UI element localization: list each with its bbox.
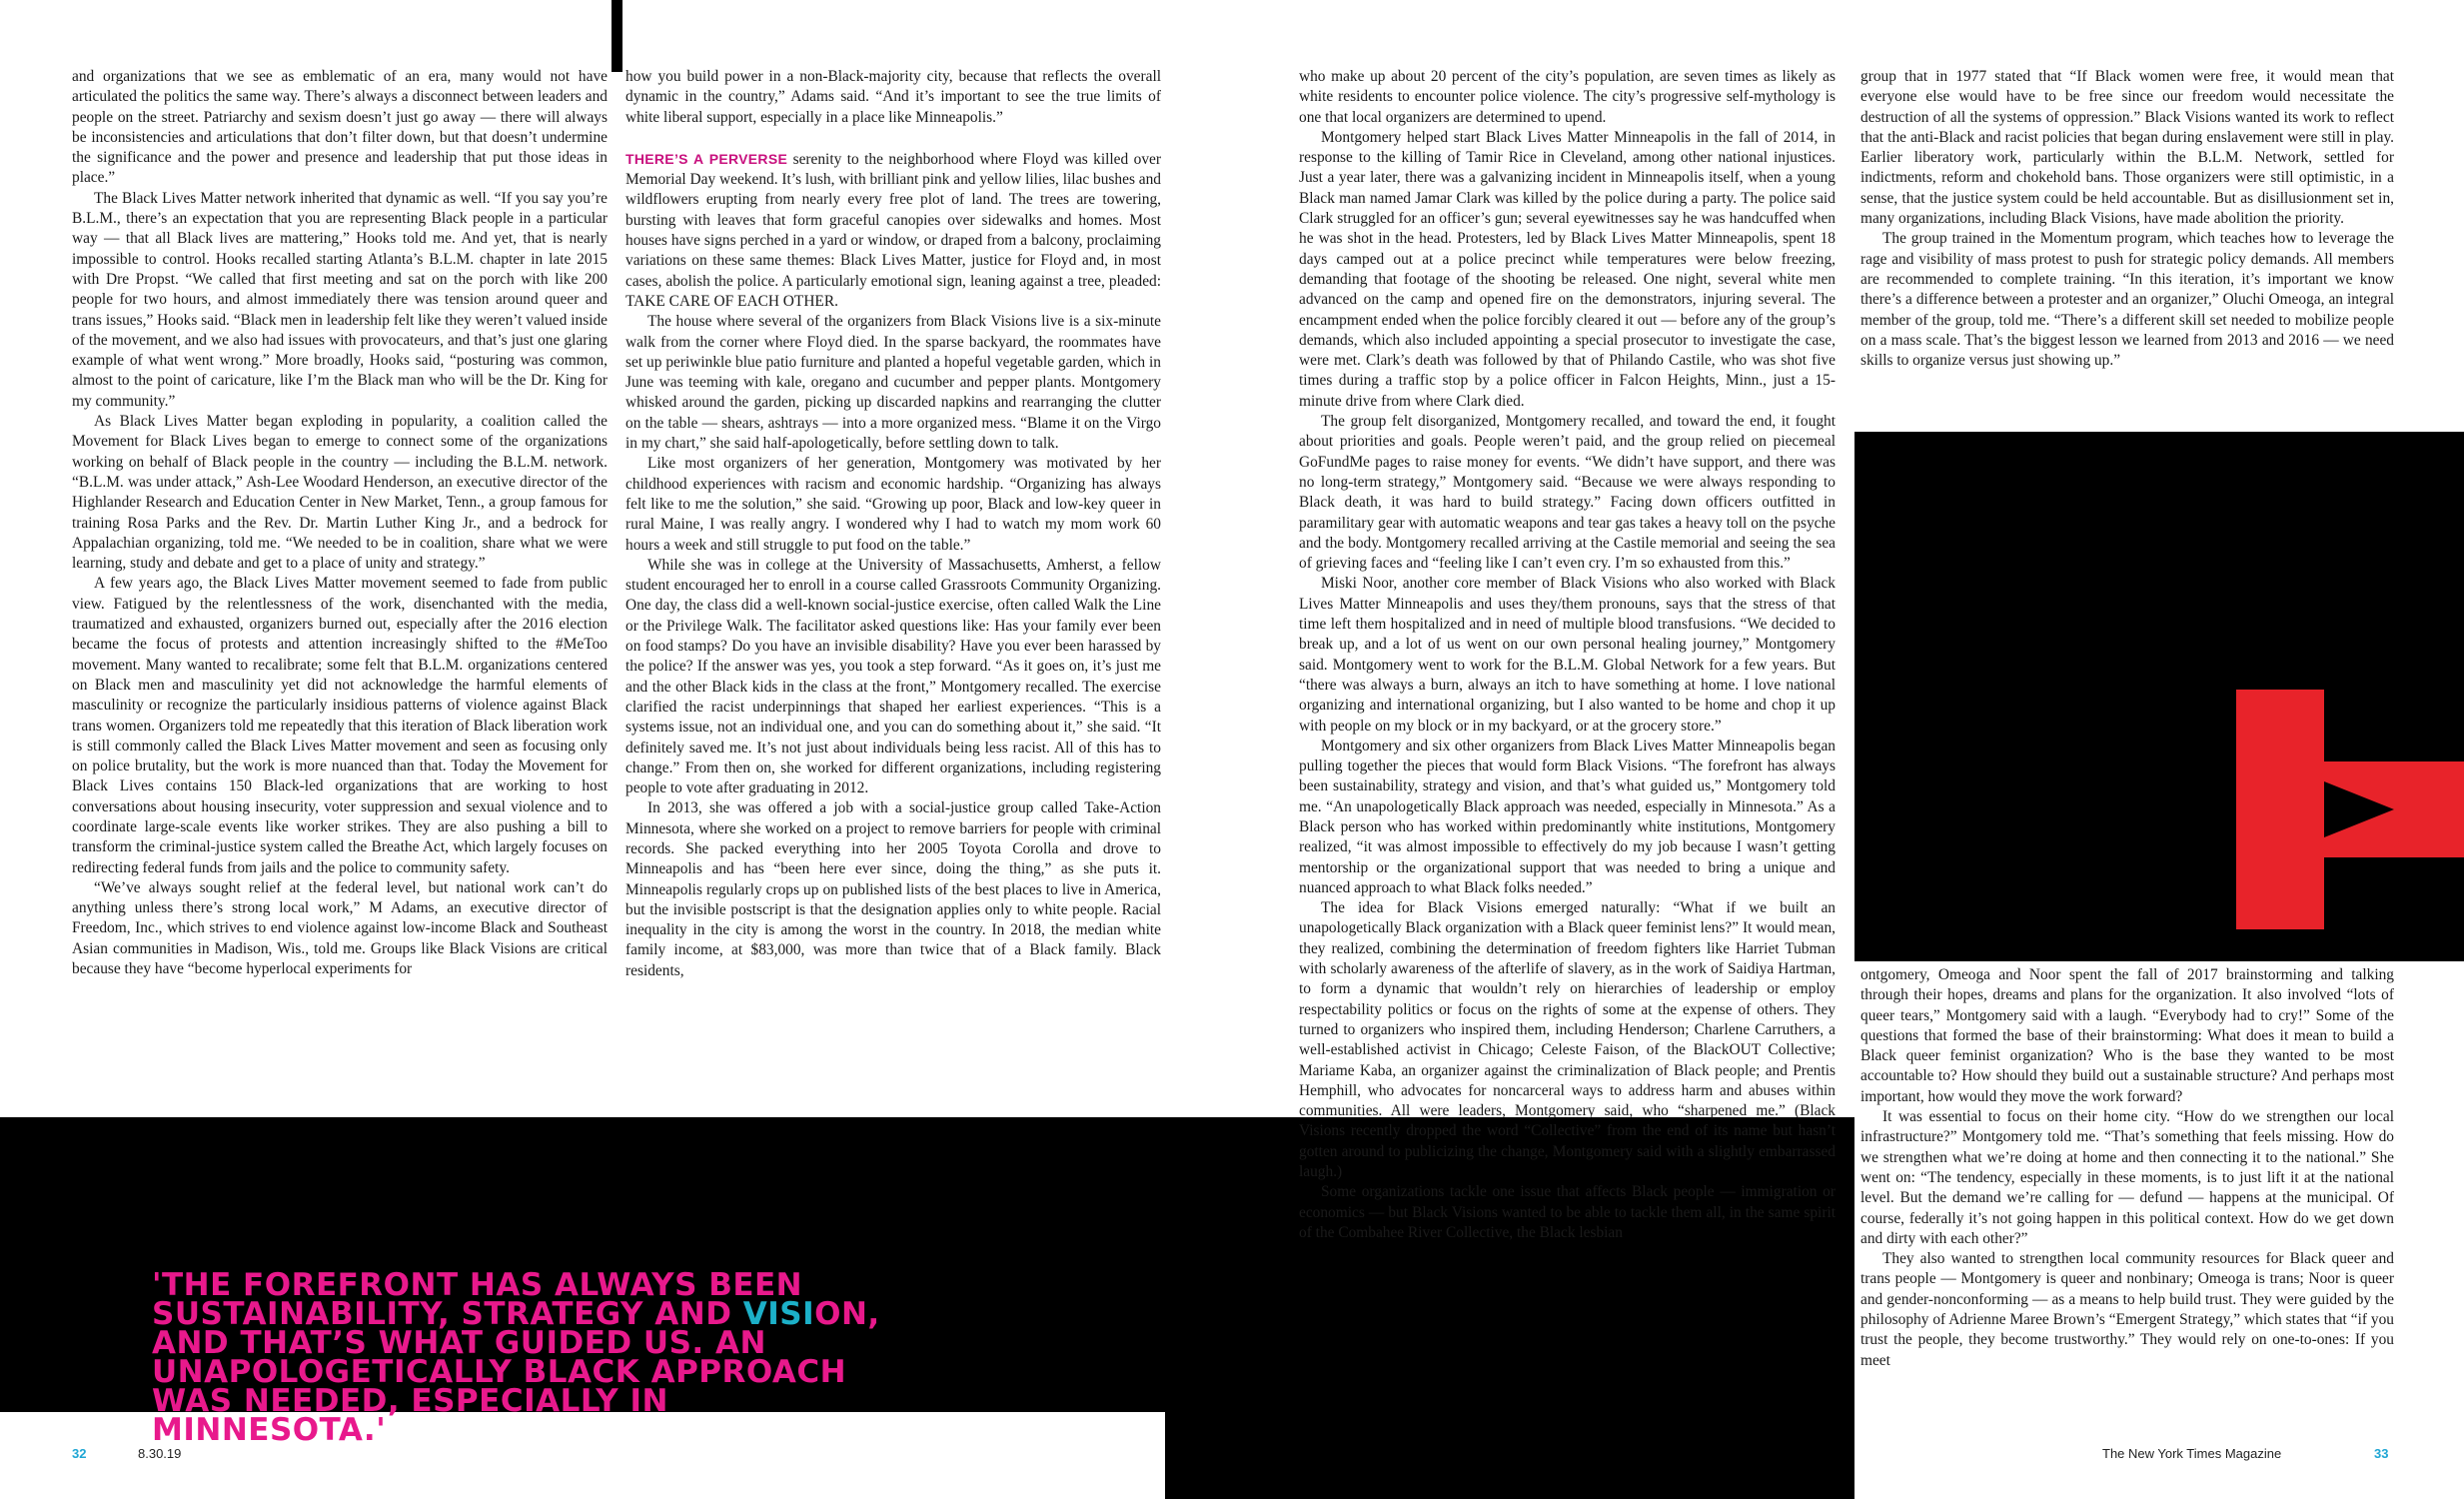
text-column-2 <box>625 67 1161 1116</box>
paragraph: The Black Lives Matter network inherited that dynamic as well. “If you say you’re B.L.M., there’s an expectation that you are representing Black people in a particular way — that all Black lives are mattering,” Hooks told me. And yet, that is nearly impossible to control. Hooks recalled starting Atlanta’s B.L.M. chapter in late 2015 with Dre Propst. “We called that first meeting and sat on the porch with like 200 people for two hours, and almost immediately there was tension around queer and trans issues,” Hooks said. “Black men in leadership felt like they weren’t valued inside of the movement, and we also had issues with provocateurs, and that’s just one glaring example of what went wrong.” More broadly, Hooks said, “posturing was common, almost to the point of caricature, like I’m the Black man who will be the Dr. King for my community.” <box>72 189 608 410</box>
paragraph: The house where several of the organizers from Black Visions live is a six-minute walk from the corner where Floyd died. In the sparse backyard, the roommates have set up periwinkle blue patio furniture and planted a hopeful vegetable garden, which in June was teeming with kale, oregano and cucumber and pepper plants. Montgomery whisked around the garden, picking up discarded napkins and rearranging the clutter on the table — shears, ashtrays — into a more organized mess. “Blame it on the Virgo in my chart,” she said half-apologetically, before settling down to talk. <box>625 313 1161 453</box>
paragraph: The group trained in the Momentum program, which teaches how to leverage the rage and visibility of mass protest to push for strategic policy demands. All members are recommended to complete training. “In this iteration, it’s important we know there’s a difference between a protester and an organizer,” Oluchi Omeoga, an integral member of the group, told me. “There’s a different skill set needed to mobilize people on a mass scale. That’s the biggest lesson we learned from 2013 and 2016 — we need skills to organize versus just showing up.” <box>1860 230 2394 370</box>
pull-quote-text: 'THE FOREFRONT HAS ALWAYS BEEN SUSTAINABILITY, STRATEGY AND <box>152 1267 803 1332</box>
page-number-right: 33 <box>2374 1446 2389 1461</box>
page-number-left: 32 <box>72 1446 87 1461</box>
text-column-3 <box>1299 67 1836 1416</box>
paragraph: Some organizations tackle one issue that affects Black people — immigration or economics — but Black Visions wanted to be able to tackle them all, in the same spirit of the Combahee River Collective, the Black lesbian <box>1299 1183 1836 1241</box>
black-bar-top <box>612 0 622 72</box>
paragraph: A few years ago, the Black Lives Matter movement seemed to fade from public view. Fatigued by the relentlessness of the work, disenchanted with the media, traumatized and exhausted, organizers burned out, especially after the 2016 election became the focus of protests and attention increasingly shifted to the #MeToo movement. Many wanted to recalibrate; some felt that B.L.M. organizations centered on Black men and masculinity yet did not acknowledge the harmful elements of masculinity or recognize the particularly insidious patterns of violence against Black trans women. Organizers told me repeatedly that this iteration of Black liberation work is still commonly called the Black Lives Matter movement and seen as focusing only on police brutality, but the work is more nuanced than that. Today the Movement for Black Lives contains 150 Black-led organizations that are working to host conversations about housing insecurity, voter suppression and sexual violence and to coordinate large-scale events like worker strikes. They are also pushing a bill to transform the criminal-justice system called the Breathe Act, which largely focuses on redirecting federal funds from jails and the police to community safety. <box>72 575 608 876</box>
paragraph: In 2013, she was offered a job with a social-justice group called Take-Action Minnesota, where she worked on a project to remove barriers for people with criminal records. She packed everything into her 2005 Toyota Corolla and drove to Minneapolis and has “been here ever since, doing the thing,” as she puts it. Minneapolis regularly crops up on published lists of the best places to live in America, but the invisible postscript is that the designation applies only to white people. Racial inequality in the city is among the worst in the country. In 2018, the median white family income, at $83,000, was more than twice that of a Black family. Black residents, <box>625 799 1161 979</box>
lead-in: THERE’S A PERVERSE <box>625 150 788 167</box>
magazine-name: The New York Times Magazine <box>2102 1446 2282 1461</box>
paragraph: The idea for Black Visions emerged naturally: “What if we built an unapologetically Black organization with a Black queer feminist lens?” It would mean, they realized, combining the determination of freedom fighters like Harriet Tubman with scholarly awareness of the afterlife of slavery, as in the work of Saidiya Hartman, to form a dynamic that wouldn’t rely on hierarchies of leadership or employ respectability politics or focus on the rights of some at the expense of others. They turned to organizers who inspired them, including Henderson; Charlene Carruthers, a well-established activist in Chicago; Celeste Faison, of the BlackOUT Collective; Mariame Kaba, an organizer against the criminalization of Black people; and Prentis Hemphill, who advocates for noncarceral ways to address harm and abuses within communities. All were leaders, Montgomery said, who “sharpened me.” (Black Visions recently dropped the word “Collective” from the end of its name but hasn’t gotten around to publicizing the change, Montgomery said with a slightly embarrassed laugh.) <box>1299 899 1836 1181</box>
paragraph: As Black Lives Matter began exploding in popularity, a coalition called the Movement for Black Lives began to emerge to connect some of the organizations working on behalf of Black people in the country — including the B.L.M. network. “B.L.M. was under attack,” Ash-Lee Woodard Henderson, an executive director of the Highlander Research and Education Center in New Market, Tenn., a group famous for training Rosa Parks and the Rev. Dr. Martin Luther King Jr., and a bedrock for Appalachian organizing, told me. “We needed to be in coalition, share what we were learning, study and debate and get to a place of unity and strategy.” <box>72 413 608 573</box>
pull-quote-text-end: ON, AND THAT’S WHAT GUIDED US. AN UNAPOLOGETICALLY BLACK APPROACH WAS NEEDED, ESPECIALLY IN MINNESOTA.' <box>152 1296 880 1448</box>
paragraph: It was essential to focus on their home city. “How do we strengthen our local infrastructure?” Montgomery told me. “That’s something that feels missing. How do we strengthen what we’re doing at home and then connecting it to the national.” She went on: “The tendency, especially in these moments, is to just lift it at the national level. But the demand we’re calling for — defund — happens at the municipal. Of course, federally it’s not going happen in this political context. How do we get down and dirty with each other?” <box>1860 1108 2394 1247</box>
paragraph: While she was in college at the University of Massachusetts, Amherst, a fellow student encouraged her to enroll in a course called Grassroots Community Organizing. One day, the class did a well-known social-justice exercise, often called Walk the Line or the Privilege Walk. The facilitator asked questions like: Has your family ever been on food stamps? Do you have an invisible disability? Have you ever been harassed by the police? If the answer was yes, you took a step forward. “As it goes on, it’s just me and the other Black kids in the class at the front,” Montgomery recalled. The exercise clarified the racist underpinnings that shaped her earliest experiences. “This is a systems issue, not an individual one, and you can do something about it,” she said. “It definitely saved me. It’s not just about individuals being less racist. All of this has to change.” From then on, she worked for different organizations, including registering people to vote after graduating in 2012. <box>625 556 1161 797</box>
red-m-graphic <box>2184 690 2464 929</box>
paragraph: They also wanted to strengthen local community resources for Black queer and trans people — Montgomery is queer and nonbinary; Omeoga is trans; Noor is queer and gender-nonconforming — as a means to help build trust. They were guided by the philosophy of Adrienne Maree Brown’s “Emergent Strategy,” which states that “if you trust the people, they become trustworthy.” They would rely on one-to-ones: If you meet <box>1860 1250 2394 1369</box>
paragraph: who make up about 20 percent of the city’s population, are seven times as likely as white residents to encounter police violence. The city’s progressive self-mythology is one that local organizers are determined to upend. <box>1299 68 1836 126</box>
paragraph: group that in 1977 stated that “If Black women were free, it would mean that everyone else would have to be free since our freedom would necessitate the destruction of all the systems of oppression.” Black Visions wanted its work to reflect that the anti-Black and racist policies that began during enslavement were still in play. Earlier liberatory work, particularly within the B.L.M. Network, settled for indictments, reform and chokehold bans. Those organizers were still optimistic, in a sense, that the justice system could be held accountable. But as disillusionment set in, many organizations, including Black Visions, have made abolition the priority. <box>1860 68 2394 228</box>
paragraph-text: serenity to the neighborhood where Floyd was killed over Memorial Day weekend. It’s lush, with brilliant pink and yellow lilies, lilac bushes and wildflowers erupting from nearly every free plot of land. The trees are towering, bursting with leaves that form graceful canopies over sidewalks and homes. Most houses have signs perched in a yard or window, or draped from a balcony, proclaiming variations on these same themes: Black Lives Matter, justice for Floyd and, in most cases, abolish the police. A particularly emotional sign, leaning against a tree, pleaded: TAKE CARE OF EACH OTHER. <box>625 150 1161 310</box>
paragraph: and organizations that we see as emblematic of an era, many would not have articulated the politics the same way. There’s always a disconnect between leaders and people on the street. Patriarchy and sexism doesn’t just go away — there will always be inconsistencies and articulations that don’t filter down, but that doesn’t undermine the significance and the power and presence and leadership that put those ideas in place.” <box>72 68 608 187</box>
paragraph: Miski Noor, another core member of Black Visions who also worked with Black Lives Matter Minneapolis and uses they/them pronouns, says that the stress of that time left them hospitalized and in need of multiple blood transfusions. “We decided to break up, and a lot of us went on our own personal healing journey,” Montgomery said. Montgomery went to work for the B.L.M. Global Network for a few years. But “there was always a burn, always an itch to have something at home. I love national organizing and international organizing, but I also wanted to be home and chop it up with people on my block or in my backyard, or at the grocery store.” <box>1299 575 1836 735</box>
text-column-4-top <box>1860 67 2394 429</box>
pull-quote <box>152 1267 911 1448</box>
paragraph: “We’ve always sought relief at the federal level, but national work can’t do anything unless there’s strong local work,” M Adams, an executive director of Freedom, Inc., which strives to end violence against low-income Black and Southeast Asian communities in Madison, Wis., told me. Groups like Black Visions are critical because they have “become hyperlocal experiments for <box>72 878 608 978</box>
paragraph: The group felt disorganized, Montgomery recalled, and toward the end, it fought about priorities and goals. People weren’t paid, and the group relied on piecemeal GoFundMe pages to raise money for events. “We didn’t have support, and there was no long-term strategy,” Montgomery said. “Because we were always responding to Black death, it was hard to build strategy.” Facing down officers outfitted in paramilitary gear with automatic weapons and tear gas takes a heavy toll on the psyche and the body. Montgomery recalled arriving at the Castile memorial and seeing the sea of grieving faces and “feeling like I can’t even cry. I’m so exhausted from this.” <box>1299 413 1836 573</box>
paragraph: Like most organizers of her generation, Montgomery was motivated by her childhood experiences with racism and economic hardship. “Organizing has always felt like to me the solution,” she said. “Growing up poor, Black and low-key queer in rural Maine, I was really angry. I wondered why I had to watch my mom work 60 hours a week and still struggle to put food on the table.” <box>625 455 1161 554</box>
text-column-4-bottom <box>1860 965 2394 1425</box>
text-column-1 <box>72 67 608 1116</box>
section-opening-paragraph <box>625 149 1161 312</box>
paragraph: Montgomery helped start Black Lives Matter Minneapolis in the fall of 2014, in response to the killing of Tamir Rice in Cleveland, among other national injustices. Just a year later, there was a galvanizing incident in Minneapolis itself, when a young Black man named Jamar Clark was killed by the police during a party. The police said Clark struggled for an officer’s gun; several eyewitnesses say he was handcuffed when he was shot in the head. Protesters, led by Black Lives Matter Minneapolis, spent 18 days camped out at a police precinct while temperatures were below freezing, demanding that footage of the shooting be released. One night, several white men advanced on the camp and opened fire on the demonstrators, injuring several. The encampment ended when the police forcibly cleared it out — before any of the group’s demands, which also included appointing a special prosecutor to investigate the case, were met. Clark’s death was followed by that of Philando Castile, who was shot five times during a traffic stop by a police officer in Falcon Heights, Minn., just a 15-minute drive from where Clark died. <box>1299 128 1836 410</box>
pull-quote-highlight: VISI <box>742 1296 815 1332</box>
paragraph: Montgomery and six other organizers from Black Lives Matter Minneapolis began pulling together the pieces that would form Black Visions. “The forefront has always been sustainability, strategy and vision, and that’s what guided us,” Montgomery told me. “An unapologetically Black approach was needed, especially in Minnesota.” As a Black person who has worked within predominantly white institutions, Montgomery realized, “it was almost impossible to effectively do my job because I wasn’t getting mentorship or the organizational support that was needed to bring a unique and nuanced approach to what Black folks needed.” <box>1299 737 1836 896</box>
paragraph: how you build power in a non-Black-majority city, because that reflects the overall dynamic in the country,” Adams said. “And it’s important to see the true limits of white liberal support, especially in a place like Minneapolis.” <box>625 68 1161 126</box>
issue-date: 8.30.19 <box>138 1446 182 1461</box>
paragraph: ontgomery, Omeoga and Noor spent the fall of 2017 brainstorming and talking through their hopes, dreams and plans for the organization. It also involved “lots of queer tears,” Montgomery said with a laugh. “Everybody had to cry!” Some of the questions that formed the base of their brainstorming: What does it mean to build a Black queer feminist organization? Who is the base they wanted to be most accountable to? How should they build out a sustainable structure? And perhaps most important, how would they move the work forward? <box>1860 966 2394 1105</box>
